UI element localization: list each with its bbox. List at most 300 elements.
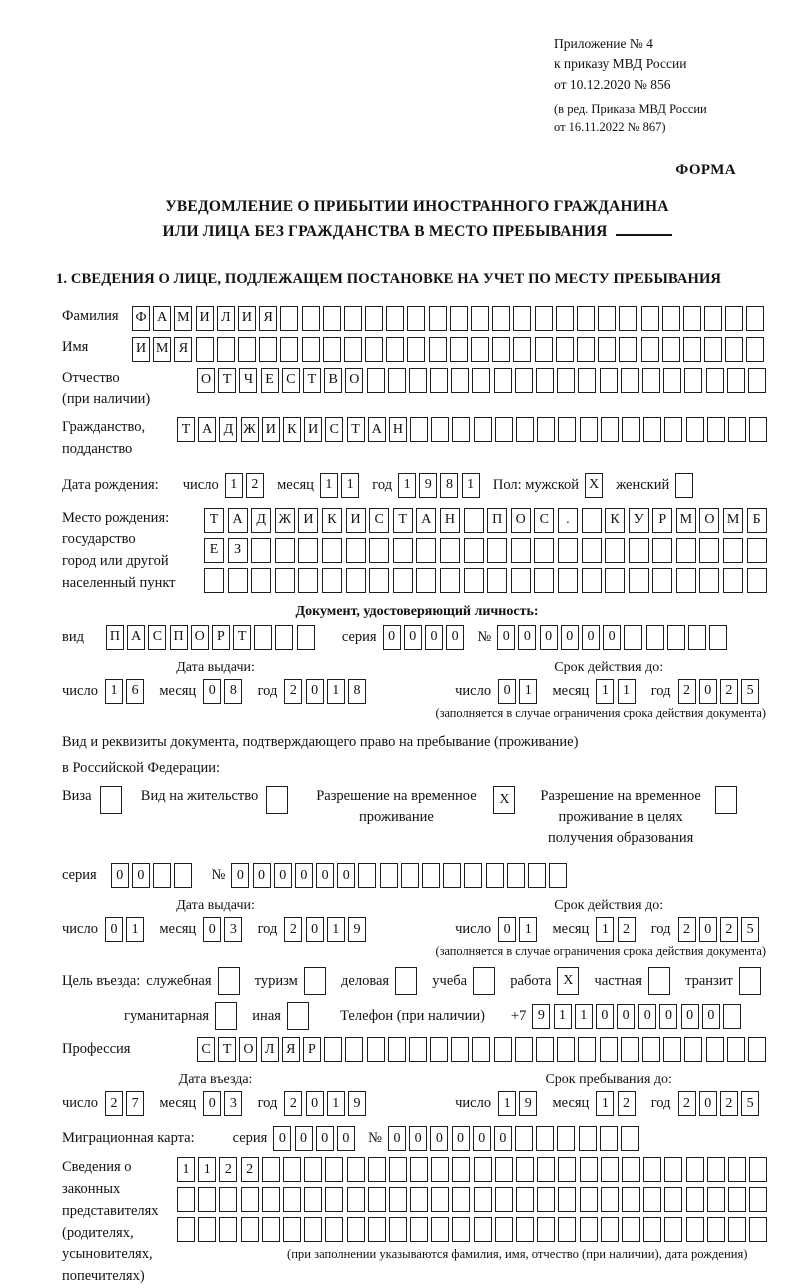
char-cell[interactable]: 0 [638, 1004, 656, 1029]
char-cell[interactable]: 0 [404, 625, 422, 650]
purpose-work-checkbox[interactable] [557, 967, 582, 995]
char-cell[interactable] [642, 1037, 660, 1062]
char-cell[interactable] [492, 306, 510, 331]
char-cell[interactable] [707, 417, 725, 442]
char-cell[interactable]: Р [652, 508, 672, 533]
purpose-business-checkbox[interactable] [395, 967, 420, 995]
char-cell[interactable] [727, 368, 745, 393]
char-cell[interactable] [684, 368, 702, 393]
char-cell[interactable]: 1 [498, 1091, 516, 1116]
char-cell[interactable]: 1 [327, 1091, 345, 1116]
birthdate-month-input[interactable] [320, 473, 362, 498]
char-cell[interactable] [664, 1157, 682, 1182]
char-cell[interactable] [251, 568, 271, 593]
char-cell[interactable] [275, 568, 295, 593]
char-cell[interactable] [275, 625, 293, 650]
char-cell[interactable]: К [605, 508, 625, 533]
char-cell[interactable]: 2 [618, 1091, 636, 1116]
char-cell[interactable] [578, 1037, 596, 1062]
char-cell[interactable] [629, 568, 649, 593]
char-cell[interactable] [380, 863, 398, 888]
char-cell[interactable] [262, 1187, 280, 1212]
char-cell[interactable] [304, 1187, 322, 1212]
char-cell[interactable] [534, 538, 554, 563]
char-cell[interactable]: 0 [306, 679, 324, 704]
char-cell[interactable] [600, 368, 618, 393]
char-cell[interactable]: 0 [498, 679, 516, 704]
char-cell[interactable] [515, 368, 533, 393]
char-cell[interactable] [598, 337, 616, 362]
char-cell[interactable]: 1 [327, 917, 345, 942]
char-cell[interactable]: 8 [348, 679, 366, 704]
char-cell[interactable] [536, 368, 554, 393]
char-cell[interactable] [388, 368, 406, 393]
char-cell[interactable]: П [170, 625, 188, 650]
char-cell[interactable] [440, 538, 460, 563]
char-cell[interactable] [619, 337, 637, 362]
char-cell[interactable] [494, 368, 512, 393]
char-cell[interactable] [749, 417, 767, 442]
char-cell[interactable] [749, 1187, 767, 1212]
char-cell[interactable]: 1 [575, 1004, 593, 1029]
char-cell[interactable]: С [369, 508, 389, 533]
patronymic-input[interactable] [197, 368, 769, 393]
char-cell[interactable]: 0 [681, 1004, 699, 1029]
char-cell[interactable]: 2 [241, 1157, 259, 1182]
char-cell[interactable]: 9 [348, 917, 366, 942]
char-cell[interactable]: 0 [498, 917, 516, 942]
phone-input[interactable] [532, 1004, 744, 1029]
char-cell[interactable] [215, 1002, 237, 1030]
char-cell[interactable]: 5 [741, 917, 759, 942]
citizenship-input[interactable] [177, 417, 770, 442]
char-cell[interactable]: 0 [337, 863, 355, 888]
char-cell[interactable] [739, 967, 761, 995]
doc-issue-month-input[interactable] [203, 679, 245, 704]
char-cell[interactable] [580, 417, 598, 442]
char-cell[interactable] [684, 1037, 702, 1062]
char-cell[interactable]: 0 [540, 625, 558, 650]
char-cell[interactable] [624, 625, 642, 650]
char-cell[interactable]: 0 [306, 917, 324, 942]
char-cell[interactable] [622, 417, 640, 442]
char-cell[interactable] [495, 1157, 513, 1182]
char-cell[interactable]: А [368, 417, 386, 442]
entry-month-input[interactable] [203, 1091, 245, 1116]
char-cell[interactable] [198, 1217, 216, 1242]
char-cell[interactable]: 0 [273, 1126, 291, 1151]
char-cell[interactable] [605, 538, 625, 563]
char-cell[interactable] [706, 368, 724, 393]
purpose-study-checkbox[interactable] [473, 967, 498, 995]
char-cell[interactable] [345, 1037, 363, 1062]
char-cell[interactable]: И [196, 306, 214, 331]
char-cell[interactable]: 2 [105, 1091, 123, 1116]
char-cell[interactable] [450, 337, 468, 362]
char-cell[interactable]: 2 [246, 473, 264, 498]
char-cell[interactable] [259, 337, 277, 362]
char-cell[interactable]: 2 [219, 1157, 237, 1182]
char-cell[interactable] [219, 1217, 237, 1242]
char-cell[interactable] [516, 1187, 534, 1212]
char-cell[interactable] [747, 568, 767, 593]
char-cell[interactable] [688, 625, 706, 650]
char-cell[interactable]: И [304, 417, 322, 442]
char-cell[interactable]: 1 [177, 1157, 195, 1182]
char-cell[interactable] [177, 1187, 195, 1212]
char-cell[interactable] [683, 306, 701, 331]
char-cell[interactable]: 0 [494, 1126, 512, 1151]
stay-day-input[interactable] [498, 1091, 540, 1116]
char-cell[interactable]: О [239, 1037, 257, 1062]
doc-issue-day-input[interactable] [105, 679, 147, 704]
char-cell[interactable] [409, 368, 427, 393]
char-cell[interactable] [365, 337, 383, 362]
char-cell[interactable]: Е [261, 368, 279, 393]
char-cell[interactable] [429, 306, 447, 331]
char-cell[interactable] [619, 306, 637, 331]
char-cell[interactable] [558, 538, 578, 563]
char-cell[interactable] [254, 625, 272, 650]
representatives-line2-input[interactable] [177, 1187, 770, 1212]
migration-number-input[interactable] [388, 1126, 642, 1151]
char-cell[interactable] [492, 337, 510, 362]
char-cell[interactable]: Т [393, 508, 413, 533]
char-cell[interactable] [601, 1187, 619, 1212]
char-cell[interactable]: 7 [126, 1091, 144, 1116]
char-cell[interactable]: 1 [618, 679, 636, 704]
char-cell[interactable] [641, 306, 659, 331]
char-cell[interactable] [663, 1037, 681, 1062]
doc-number-input[interactable] [497, 625, 730, 650]
char-cell[interactable] [198, 1187, 216, 1212]
char-cell[interactable] [601, 1217, 619, 1242]
char-cell[interactable]: 6 [126, 679, 144, 704]
char-cell[interactable] [302, 306, 320, 331]
char-cell[interactable] [582, 538, 602, 563]
char-cell[interactable]: И [346, 508, 366, 533]
char-cell[interactable]: 1 [596, 917, 614, 942]
char-cell[interactable] [707, 1217, 725, 1242]
char-cell[interactable]: 0 [295, 1126, 313, 1151]
char-cell[interactable]: З [228, 538, 248, 563]
char-cell[interactable] [471, 306, 489, 331]
char-cell[interactable]: 1 [462, 473, 480, 498]
char-cell[interactable]: 8 [224, 679, 242, 704]
char-cell[interactable] [622, 1157, 640, 1182]
char-cell[interactable] [725, 306, 743, 331]
char-cell[interactable]: Ф [132, 306, 150, 331]
permit-number-input[interactable] [231, 863, 570, 888]
char-cell[interactable] [746, 337, 764, 362]
char-cell[interactable]: 0 [452, 1126, 470, 1151]
char-cell[interactable] [298, 568, 318, 593]
char-cell[interactable]: 1 [320, 473, 338, 498]
char-cell[interactable] [393, 568, 413, 593]
char-cell[interactable] [601, 1157, 619, 1182]
char-cell[interactable] [280, 337, 298, 362]
char-cell[interactable]: 0 [203, 1091, 221, 1116]
char-cell[interactable] [537, 417, 555, 442]
char-cell[interactable] [558, 1187, 576, 1212]
char-cell[interactable] [283, 1217, 301, 1242]
char-cell[interactable]: 0 [497, 625, 515, 650]
birthplace-line1-input[interactable] [204, 508, 770, 533]
char-cell[interactable]: 1 [327, 679, 345, 704]
char-cell[interactable] [605, 568, 625, 593]
char-cell[interactable] [706, 1037, 724, 1062]
representatives-line3-input[interactable] [177, 1217, 770, 1242]
char-cell[interactable] [410, 1217, 428, 1242]
char-cell[interactable] [389, 1187, 407, 1212]
char-cell[interactable] [507, 863, 525, 888]
char-cell[interactable]: 0 [316, 863, 334, 888]
char-cell[interactable] [643, 1157, 661, 1182]
char-cell[interactable] [549, 863, 567, 888]
char-cell[interactable]: 0 [430, 1126, 448, 1151]
char-cell[interactable] [298, 538, 318, 563]
char-cell[interactable] [365, 306, 383, 331]
char-cell[interactable]: Т [347, 417, 365, 442]
char-cell[interactable] [643, 417, 661, 442]
permit-issue-year-input[interactable] [284, 917, 369, 942]
char-cell[interactable] [516, 417, 534, 442]
char-cell[interactable] [728, 1157, 746, 1182]
char-cell[interactable]: Н [389, 417, 407, 442]
char-cell[interactable]: . [558, 508, 578, 533]
char-cell[interactable]: Д [251, 508, 271, 533]
char-cell[interactable] [407, 337, 425, 362]
char-cell[interactable] [578, 368, 596, 393]
char-cell[interactable] [452, 1217, 470, 1242]
char-cell[interactable] [464, 863, 482, 888]
char-cell[interactable]: 0 [203, 679, 221, 704]
char-cell[interactable] [723, 1004, 741, 1029]
char-cell[interactable] [464, 508, 484, 533]
char-cell[interactable] [474, 417, 492, 442]
char-cell[interactable] [217, 337, 235, 362]
char-cell[interactable] [664, 1187, 682, 1212]
char-cell[interactable]: 0 [473, 1126, 491, 1151]
char-cell[interactable] [622, 1217, 640, 1242]
doc-valid-year-input[interactable] [678, 679, 763, 704]
char-cell[interactable] [324, 1037, 342, 1062]
char-cell[interactable] [302, 337, 320, 362]
surname-input[interactable] [132, 306, 768, 331]
char-cell[interactable] [513, 337, 531, 362]
char-cell[interactable]: С [197, 1037, 215, 1062]
char-cell[interactable]: Т [218, 1037, 236, 1062]
char-cell[interactable]: 1 [519, 917, 537, 942]
char-cell[interactable]: X [493, 786, 515, 814]
char-cell[interactable]: П [106, 625, 124, 650]
char-cell[interactable]: С [325, 417, 343, 442]
char-cell[interactable] [747, 538, 767, 563]
char-cell[interactable] [535, 337, 553, 362]
char-cell[interactable] [580, 1157, 598, 1182]
char-cell[interactable]: 0 [582, 625, 600, 650]
char-cell[interactable]: А [228, 508, 248, 533]
char-cell[interactable] [358, 863, 376, 888]
char-cell[interactable]: 1 [554, 1004, 572, 1029]
char-cell[interactable]: С [534, 508, 554, 533]
char-cell[interactable] [266, 786, 288, 814]
char-cell[interactable]: 1 [596, 679, 614, 704]
char-cell[interactable] [557, 368, 575, 393]
char-cell[interactable] [393, 538, 413, 563]
char-cell[interactable] [251, 538, 271, 563]
char-cell[interactable] [219, 1187, 237, 1212]
char-cell[interactable] [283, 1187, 301, 1212]
char-cell[interactable] [598, 306, 616, 331]
char-cell[interactable] [662, 337, 680, 362]
char-cell[interactable]: 0 [105, 917, 123, 942]
entry-day-input[interactable] [105, 1091, 147, 1116]
char-cell[interactable]: К [283, 417, 301, 442]
char-cell[interactable] [557, 1037, 575, 1062]
char-cell[interactable] [407, 306, 425, 331]
char-cell[interactable] [346, 568, 366, 593]
char-cell[interactable]: Н [440, 508, 460, 533]
char-cell[interactable] [464, 568, 484, 593]
char-cell[interactable] [536, 1126, 554, 1151]
char-cell[interactable]: 2 [720, 679, 738, 704]
char-cell[interactable]: 0 [699, 917, 717, 942]
char-cell[interactable] [100, 786, 122, 814]
char-cell[interactable]: П [487, 508, 507, 533]
char-cell[interactable]: 0 [699, 1091, 717, 1116]
char-cell[interactable] [676, 538, 696, 563]
stay-month-input[interactable] [596, 1091, 638, 1116]
char-cell[interactable] [322, 538, 342, 563]
char-cell[interactable] [663, 368, 681, 393]
char-cell[interactable]: С [148, 625, 166, 650]
char-cell[interactable]: О [511, 508, 531, 533]
char-cell[interactable]: М [723, 508, 743, 533]
char-cell[interactable] [304, 1217, 322, 1242]
char-cell[interactable] [262, 1217, 280, 1242]
char-cell[interactable] [516, 1157, 534, 1182]
birthplace-line2-input[interactable] [204, 538, 770, 563]
char-cell[interactable] [558, 1217, 576, 1242]
char-cell[interactable] [511, 538, 531, 563]
char-cell[interactable]: 0 [425, 625, 443, 650]
char-cell[interactable] [704, 306, 722, 331]
char-cell[interactable]: О [191, 625, 209, 650]
char-cell[interactable]: Я [259, 306, 277, 331]
birthdate-day-input[interactable] [225, 473, 267, 498]
char-cell[interactable]: 0 [295, 863, 313, 888]
char-cell[interactable]: 2 [284, 679, 302, 704]
char-cell[interactable] [686, 417, 704, 442]
char-cell[interactable] [283, 1157, 301, 1182]
char-cell[interactable] [430, 1037, 448, 1062]
place-blank-underline[interactable] [616, 220, 672, 236]
char-cell[interactable] [646, 625, 664, 650]
char-cell[interactable]: Я [174, 337, 192, 362]
char-cell[interactable] [621, 1037, 639, 1062]
char-cell[interactable] [709, 625, 727, 650]
char-cell[interactable] [652, 568, 672, 593]
char-cell[interactable]: 0 [383, 625, 401, 650]
char-cell[interactable] [582, 508, 602, 533]
char-cell[interactable]: 9 [419, 473, 437, 498]
char-cell[interactable] [749, 1217, 767, 1242]
char-cell[interactable] [621, 368, 639, 393]
char-cell[interactable] [401, 863, 419, 888]
char-cell[interactable]: А [127, 625, 145, 650]
char-cell[interactable] [347, 1157, 365, 1182]
char-cell[interactable] [600, 1037, 618, 1062]
char-cell[interactable] [228, 568, 248, 593]
char-cell[interactable]: 9 [519, 1091, 537, 1116]
char-cell[interactable]: 1 [225, 473, 243, 498]
permit-issue-day-input[interactable] [105, 917, 147, 942]
char-cell[interactable] [699, 568, 719, 593]
char-cell[interactable]: Ж [275, 508, 295, 533]
char-cell[interactable] [537, 1217, 555, 1242]
char-cell[interactable] [451, 1037, 469, 1062]
char-cell[interactable]: 0 [274, 863, 292, 888]
char-cell[interactable]: 0 [561, 625, 579, 650]
char-cell[interactable] [487, 538, 507, 563]
char-cell[interactable]: Ж [241, 417, 259, 442]
char-cell[interactable] [386, 306, 404, 331]
char-cell[interactable] [513, 306, 531, 331]
char-cell[interactable] [410, 1187, 428, 1212]
char-cell[interactable]: 1 [596, 1091, 614, 1116]
char-cell[interactable] [723, 568, 743, 593]
char-cell[interactable] [707, 1187, 725, 1212]
char-cell[interactable]: 5 [741, 1091, 759, 1116]
char-cell[interactable] [471, 337, 489, 362]
char-cell[interactable] [430, 368, 448, 393]
char-cell[interactable]: X [557, 967, 579, 995]
char-cell[interactable] [429, 337, 447, 362]
char-cell[interactable] [443, 863, 461, 888]
char-cell[interactable]: Л [261, 1037, 279, 1062]
char-cell[interactable]: 2 [284, 1091, 302, 1116]
char-cell[interactable] [395, 967, 417, 995]
char-cell[interactable]: 1 [519, 679, 537, 704]
char-cell[interactable] [241, 1187, 259, 1212]
char-cell[interactable]: 2 [618, 917, 636, 942]
char-cell[interactable]: Т [303, 368, 321, 393]
char-cell[interactable] [558, 1157, 576, 1182]
char-cell[interactable] [323, 306, 341, 331]
char-cell[interactable]: 0 [409, 1126, 427, 1151]
char-cell[interactable] [725, 337, 743, 362]
char-cell[interactable] [727, 1037, 745, 1062]
char-cell[interactable] [515, 1037, 533, 1062]
char-cell[interactable] [440, 568, 460, 593]
char-cell[interactable]: 0 [518, 625, 536, 650]
temp-residence-checkbox[interactable] [493, 786, 518, 814]
char-cell[interactable] [174, 863, 192, 888]
char-cell[interactable]: 2 [720, 917, 738, 942]
char-cell[interactable] [304, 1157, 322, 1182]
entry-year-input[interactable] [284, 1091, 369, 1116]
char-cell[interactable] [577, 306, 595, 331]
char-cell[interactable] [667, 625, 685, 650]
char-cell[interactable] [241, 1217, 259, 1242]
char-cell[interactable] [494, 1037, 512, 1062]
char-cell[interactable] [686, 1217, 704, 1242]
char-cell[interactable]: 2 [284, 917, 302, 942]
char-cell[interactable] [474, 1187, 492, 1212]
char-cell[interactable] [196, 337, 214, 362]
char-cell[interactable] [346, 538, 366, 563]
